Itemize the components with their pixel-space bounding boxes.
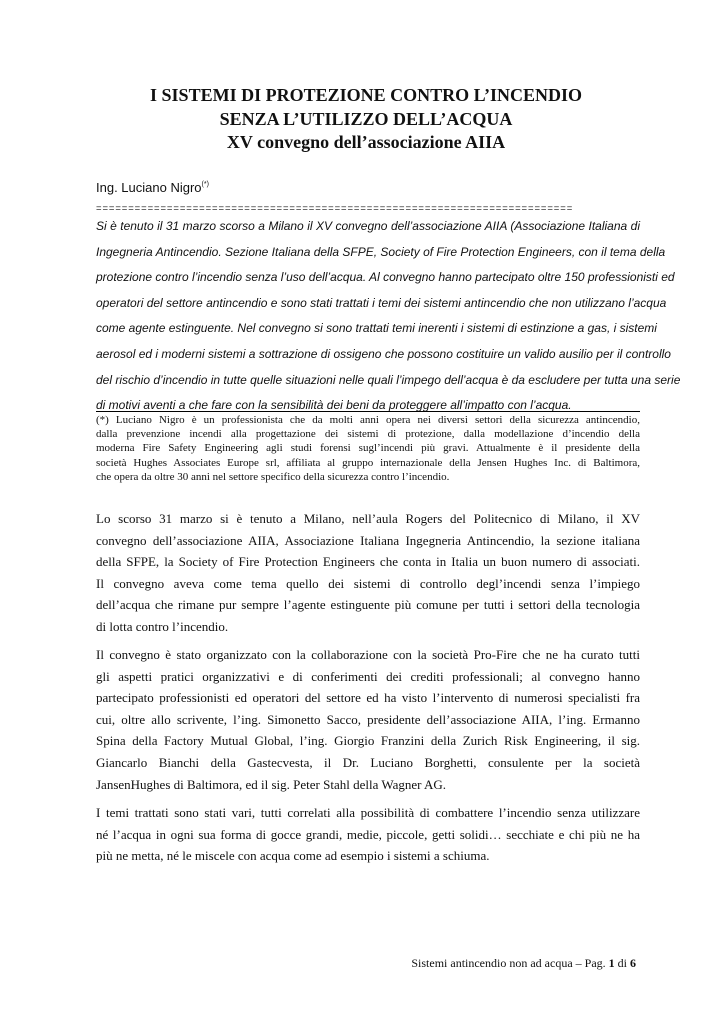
paragraph-line: dell’acqua che rimane pur sempre l’agente estinguente più comune per tutti i settori della tecnologia	[96, 597, 640, 613]
footer-of: di	[617, 956, 627, 970]
paragraph-line: più ne metta, né le miscele con acqua come ad esempio i sistemi a schiuma.	[96, 848, 490, 864]
footer-page-total: 6	[630, 956, 636, 970]
paragraph-line: né l’acqua in ogni sua forma di gocce grandi, medie, piccole, getti solidi… secchiate e chi più ne ha	[96, 826, 640, 842]
footnote-line: che opera da oltre 30 anni nel settore specifico della sicurezza contro l’incendio.	[96, 470, 450, 483]
author-name: Ing. Luciano Nigro	[96, 180, 202, 195]
paragraph-line: Il convegno aveva come tema quello dei sistemi di controllo degl’incendi senza l’impiego	[96, 575, 640, 591]
body-paragraph-2	[96, 644, 640, 795]
paragraph-line: della SFPE, la Society of Fire Protection Engineers che conta in Italia un buon numero di associati.	[96, 554, 640, 570]
abstract-line: del rischio d’incendio in tutte quelle situazioni nelle quali l’impego dell’acqua è da escludere per tutta una serie	[96, 372, 681, 387]
paragraph-line: Spina della Factory Mutual Global, l’ing. Giorgio Franzini della Zurich Risk Engineering, il sig.	[96, 733, 640, 749]
abstract-line: aerosol ed i moderni sistemi a sottrazione di ossigeno che possono costituire un valido ausilio per il controllo	[96, 346, 671, 361]
abstract-line: operatori del settore antincendio e sono stati trattati i temi dei sistemi antincendio che non utilizzano l’acqua	[96, 295, 667, 310]
paragraph-line: JansenHughes di Baltimora, ed il sig. Peter Stahl della Wagner AG.	[96, 776, 447, 792]
footer-text: Sistemi antincendio non ad acqua – Pag.	[411, 956, 606, 970]
abstract-line: di motivi aventi a che fare con la sensibilità dei beni da proteggere all’impatto con l’acqua.	[96, 398, 572, 413]
author-footnote	[96, 413, 640, 484]
title-line-2: SENZA L’UTILIZZO DELL’ACQUA	[219, 108, 513, 129]
paragraph-line: gli aspetti pratici organizzativi e di conferimenti dei crediti professionali; al convegno hanno	[96, 668, 640, 684]
abstract	[96, 214, 681, 419]
abstract-divider	[96, 411, 640, 412]
title-line-1: I SISTEMI DI PROTEZIONE CONTRO L’INCENDIO	[150, 85, 582, 105]
footer-page-number: 1	[608, 956, 615, 970]
separator-line: ==========================================================================	[96, 204, 574, 214]
footnote-line: società Hughes Associates Europe srl, affiliata al gruppo internazionale della Jensen Hughes Inc. di Baltimora,	[96, 456, 640, 469]
paragraph-line: cui, oltre allo scrivente, l’ing. Simonetto Sacco, presidente dell’associazione AIIA, l’ing. Ermanno	[96, 711, 640, 727]
paragraph-line: Giancarlo Bianchi della Gastecvesta, il Dr. Luciano Borghetti, consulente per la società	[96, 754, 640, 770]
body-paragraph-3	[96, 802, 640, 867]
title-line-3: XV convegno dell’associazione AIIA	[226, 132, 506, 152]
footnote-line: moderna Fire Safety Engineering agli studi forensi sugl’incendi più gravi. Attualmente è il presidente della	[96, 442, 640, 455]
abstract-line: come agente estinguente. Nel convegno si sono trattati temi inerenti i sistemi di estinzione a gas, i sistemi	[96, 321, 657, 336]
abstract-line: Si è tenuto il 31 marzo scorso a Milano il XV convegno dell’associazione AIIA (Associazione Italiana di	[96, 219, 640, 233]
paragraph-line: convegno dell’associazione AIIA, Associazione Italiana Ingegneria Antincendio, la sezione italiana	[96, 532, 640, 548]
paragraph-line: Il convegno è stato organizzato con la collaborazione con la società Pro-Fire che ne ha curato tutti	[96, 647, 640, 662]
paragraph-line: partecipato professionisti ed operatori del settore ed ha visto l’intervento di numerosi specialisti fra	[96, 690, 640, 706]
author-line	[96, 180, 209, 195]
document-title	[96, 84, 636, 155]
footnote-line: dalla prevenzione incendi alla progettazione dei sistemi di protezione, dalla modellazione d’incendio della	[96, 428, 640, 441]
paragraph-line: I temi trattati sono stati vari, tutti correlati alla possibilità di combattere l’incendio senza utilizzare	[96, 805, 640, 820]
abstract-line: Ingegneria Antincendio. Sezione Italiana della SFPE, Society of Fire Protection Engineers, con il tema della	[96, 244, 666, 259]
abstract-line: protezione contro l’incendio senza l’uso dell’acqua. Al convegno hanno partecipato oltre 150 professionisti ed	[96, 270, 675, 285]
author-footnote-marker: (*)	[201, 181, 209, 188]
paragraph-line: di lotta contro l’incendio.	[96, 618, 229, 634]
page-footer	[411, 956, 636, 971]
footnote-line: (*) Luciano Nigro è un professionista che da molti anni opera nei diversi settori della sicurezza antincendio,	[96, 414, 640, 426]
paragraph-line: Lo scorso 31 marzo si è tenuto a Milano, nell’aula Rogers del Politecnico di Milano, il XV	[96, 511, 640, 526]
body-paragraph-1	[96, 508, 640, 638]
